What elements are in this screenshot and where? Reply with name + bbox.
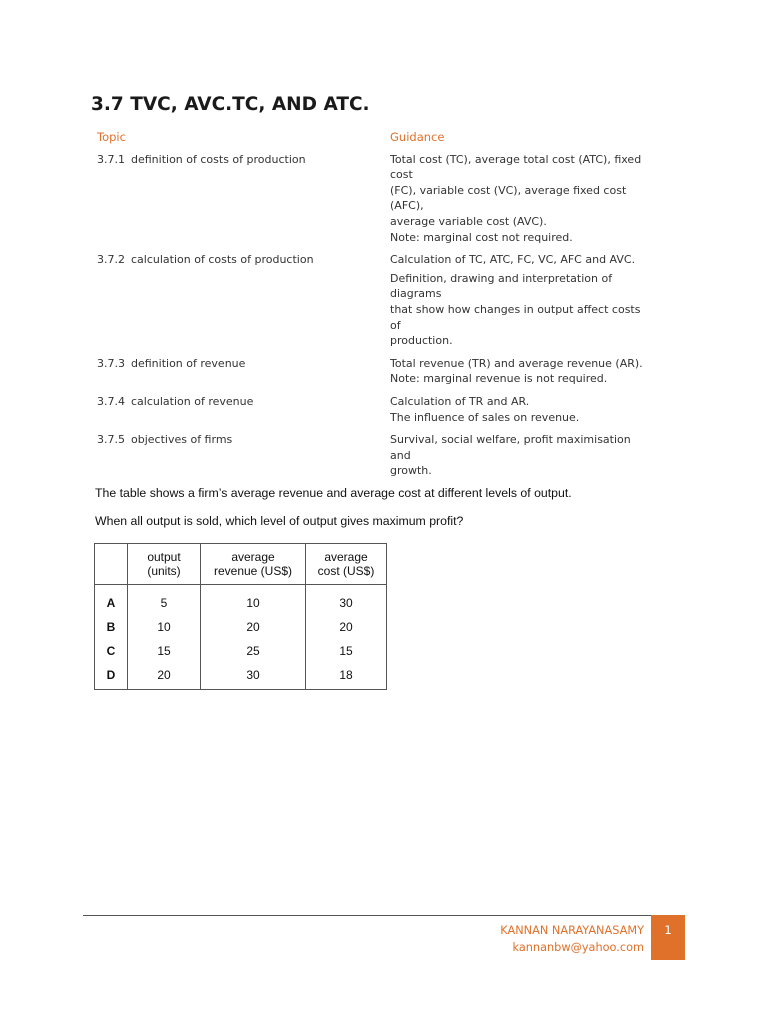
revenue-cell: 30 [201,663,306,690]
topic-text: calculation of costs of production [131,253,314,267]
header-line: cost (US$) [317,564,375,578]
table-row [95,615,387,639]
author-name: KANNAN NARAYANASAMY [500,924,644,937]
syllabus-row [97,252,657,352]
header-line: revenue (US$) [213,564,293,578]
header-line: output [147,550,181,564]
topic-header: Topic [97,130,126,144]
guidance-line: Total revenue (TR) and average revenue (AR). [390,356,643,370]
output-cell: 10 [128,615,201,639]
output-cell: 5 [128,585,201,616]
cost-cell: 18 [339,668,353,682]
page-number-badge [651,915,685,960]
topic-text: definition of revenue [131,356,246,370]
footer-divider [83,915,651,916]
guidance-line: (FC), variable cost (VC), average fixed cost (AFC), [390,183,627,213]
cost-header [306,544,387,585]
topic-number: 3.7.3 [97,356,125,370]
table-row [95,585,387,616]
syllabus-row [97,152,657,249]
table-row [95,663,387,690]
syllabus-row [97,394,657,428]
revenue-cell: 20 [201,615,306,639]
guidance-text [390,152,652,249]
syllabus-row [97,432,657,482]
question-prompt: When all output is sold, which level of output gives maximum profit? [95,514,464,528]
author-email: kannanbw@yahoo.com [512,941,644,954]
syllabus-table [97,130,657,486]
guidance-line: Definition, drawing and interpretation of diagrams [390,271,613,301]
cost-cell: 30 [339,596,353,610]
topic-number: 3.7.2 [97,253,125,267]
topic-number: 3.7.1 [97,152,125,166]
guidance-text [390,394,652,428]
topic-number: 3.7.4 [97,394,125,408]
header-line: average [231,550,275,564]
footer-author-block [500,922,644,956]
topic-text: objectives of firms [131,433,233,447]
guidance-header: Guidance [390,130,445,144]
revenue-cell: 10 [201,585,306,616]
page-title: 3.7 TVC, AVC.TC, AND ATC. [91,94,370,115]
guidance-line: that show how changes in output affect costs of [390,302,641,332]
header-line: average [324,550,368,564]
syllabus-row [97,356,657,390]
guidance-line: Note: marginal revenue is not required. [390,372,608,386]
guidance-line: Survival, social welfare, profit maximisation and [390,433,631,462]
output-cost-table [94,543,387,690]
guidance-line: Calculation of TR and AR. [390,394,530,408]
guidance-line: Note: marginal cost not required. [390,230,573,244]
guidance-line: Calculation of TC, ATC, FC, VC, AFC and AVC. [390,253,636,267]
guidance-text [390,356,652,390]
question-intro: The table shows a firm’s average revenue and average cost at different levels of output. [95,486,572,500]
guidance-line: average variable cost (AVC). [390,214,547,228]
guidance-line: The influence of sales on revenue. [390,410,580,424]
option-letter: B [95,615,128,639]
revenue-cell: 25 [201,639,306,663]
syllabus-header [97,130,657,146]
topic-text: calculation of revenue [131,394,254,408]
guidance-text [390,432,652,482]
topic-text: definition of costs of production [131,152,306,166]
header-line: (units) [147,564,181,578]
guidance-line: production. [390,334,453,348]
guidance-line: growth. [390,464,432,478]
output-cell: 20 [128,663,201,690]
cost-cell: 15 [339,644,353,658]
option-letter: D [95,663,128,690]
guidance-line: Total cost (TC), average total cost (ATC), fixed cost [390,152,642,182]
topic-number: 3.7.5 [97,433,125,447]
output-cell: 15 [128,639,201,663]
option-letter: C [95,639,128,663]
page-number: 1 [664,923,672,937]
cost-cell: 20 [339,620,353,634]
revenue-header [201,544,306,585]
table-header-row [95,544,387,585]
guidance-text [390,252,652,352]
letter-header [95,544,128,585]
output-header [128,544,201,585]
table-row [95,639,387,663]
option-letter: A [95,585,128,616]
